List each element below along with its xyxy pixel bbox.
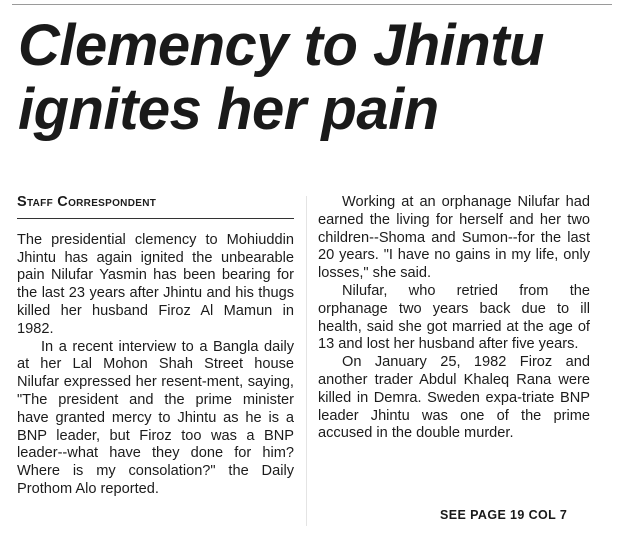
byline: Staff Correspondent bbox=[17, 194, 294, 219]
paragraph: The presidential clemency to Mohiuddin Jhintu has again ignited the unbearable pain Nilufar Yasmin has been bearing for the last 23 years after Jhintu and his thugs killed her husband Firoz Al Mamun in 1982. bbox=[17, 231, 294, 337]
paragraph: In a recent interview to a Bangla daily at her Lal Mohon Shah Street house Nilufar expressed her resent-ment, saying, "The president and the prime minister have granted mercy to Jhintu as he is a BNP leader, but Firoz too was a BNP leader--what have they done for him? Where is my consolation?" the Daily Prothom Alo reported. bbox=[17, 338, 294, 497]
paragraph: Working at an orphanage Nilufar had earned the living for herself and her two children--Shoma and Sumon--for the last 20 years. "I have no gains in my life, only losses," she said. bbox=[318, 194, 590, 282]
paragraph: Nilufar, who retried from the orphanage two years back due to ill health, said she got married at the age of 13 and lost her husband after five years. bbox=[318, 282, 590, 353]
top-rule bbox=[12, 4, 612, 5]
headline: Clemency to Jhintu ignites her pain bbox=[18, 13, 544, 142]
right-column bbox=[318, 194, 590, 443]
column-divider bbox=[306, 196, 307, 526]
jump-line[interactable]: SEE PAGE 19 COL 7 bbox=[440, 508, 568, 522]
paragraph: On January 25, 1982 Firoz and another trader Abdul Khaleq Rana were killed in Demra. Sweden expa-triate BNP leader Jhintu was one of the prime accused in the double murder. bbox=[318, 354, 590, 442]
left-column bbox=[17, 194, 294, 499]
